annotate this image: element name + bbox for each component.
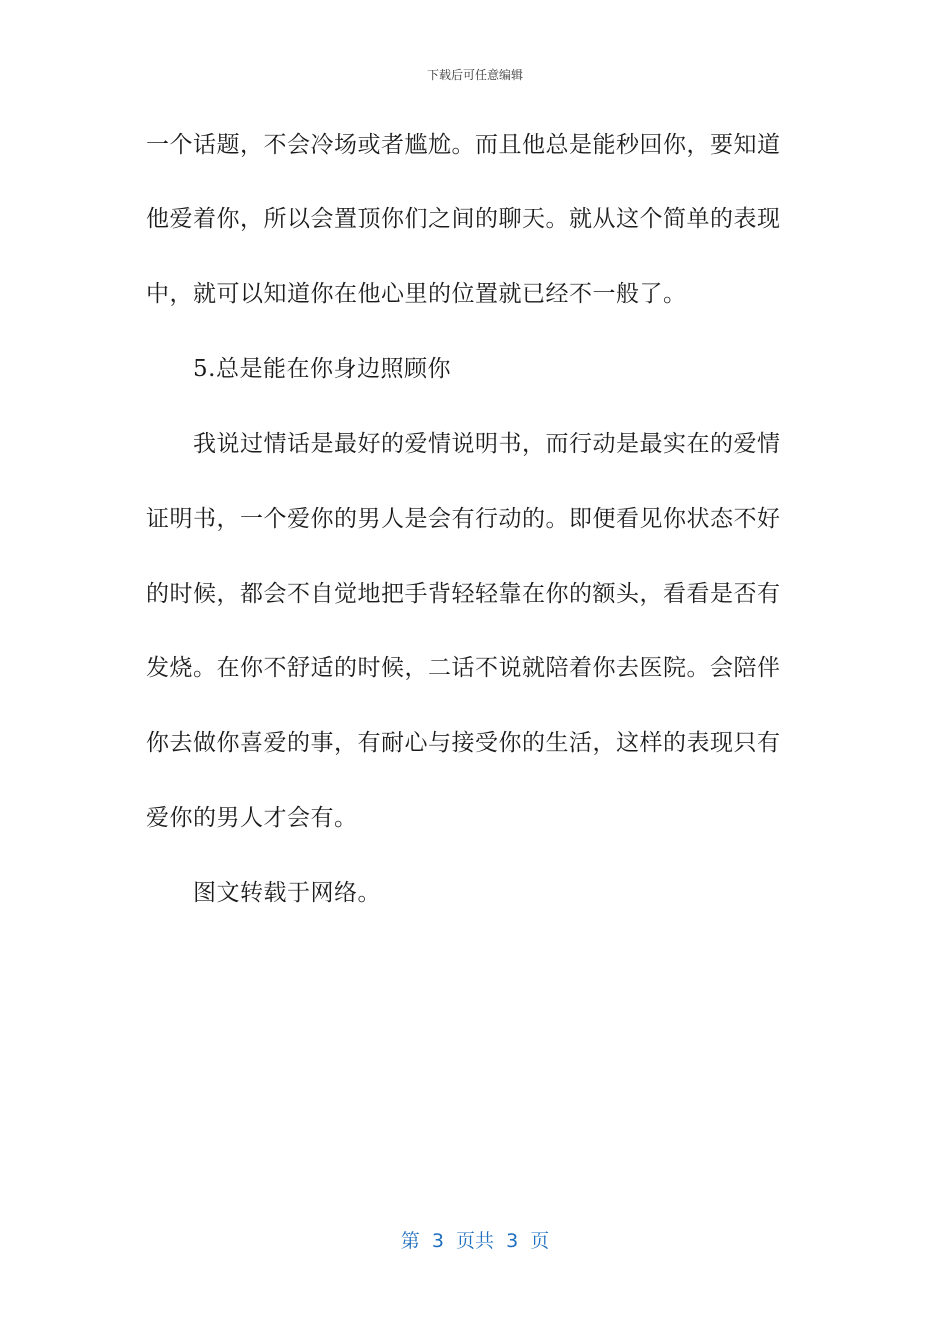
body-line-3: 中，就可以知道你在他心里的位置就已经不一般了。 bbox=[146, 281, 687, 307]
section-heading: 5.总是能在你身边照顾你 bbox=[193, 356, 451, 382]
body-line-8: 发烧。在你不舒适的时候，二话不说就陪着你去医院。会陪伴 bbox=[146, 655, 781, 681]
body-line-10: 爱你的男人才会有。 bbox=[146, 805, 358, 831]
page-number-footer: 第 3 页共 3 页 bbox=[400, 1230, 550, 1252]
body-line-6: 证明书，一个爱你的男人是会有行动的。即便看见你状态不好 bbox=[146, 506, 781, 532]
source-note: 图文转载于网络。 bbox=[193, 880, 381, 906]
body-line-5: 我说过情话是最好的爱情说明书，而行动是最实在的爱情 bbox=[193, 431, 781, 457]
body-line-9: 你去做你喜爱的事，有耐心与接受你的生活，这样的表现只有 bbox=[146, 730, 781, 756]
page-header-note: 下载后可任意编辑 bbox=[426, 68, 523, 82]
body-line-7: 的时候，都会不自觉地把手背轻轻靠在你的额头，看看是否有 bbox=[146, 581, 781, 607]
body-line-1: 一个话题，不会冷场或者尴尬。而且他总是能秒回你，要知道 bbox=[146, 132, 781, 158]
body-line-2: 他爱着你，所以会置顶你们之间的聊天。就从这个简单的表现 bbox=[146, 206, 781, 232]
